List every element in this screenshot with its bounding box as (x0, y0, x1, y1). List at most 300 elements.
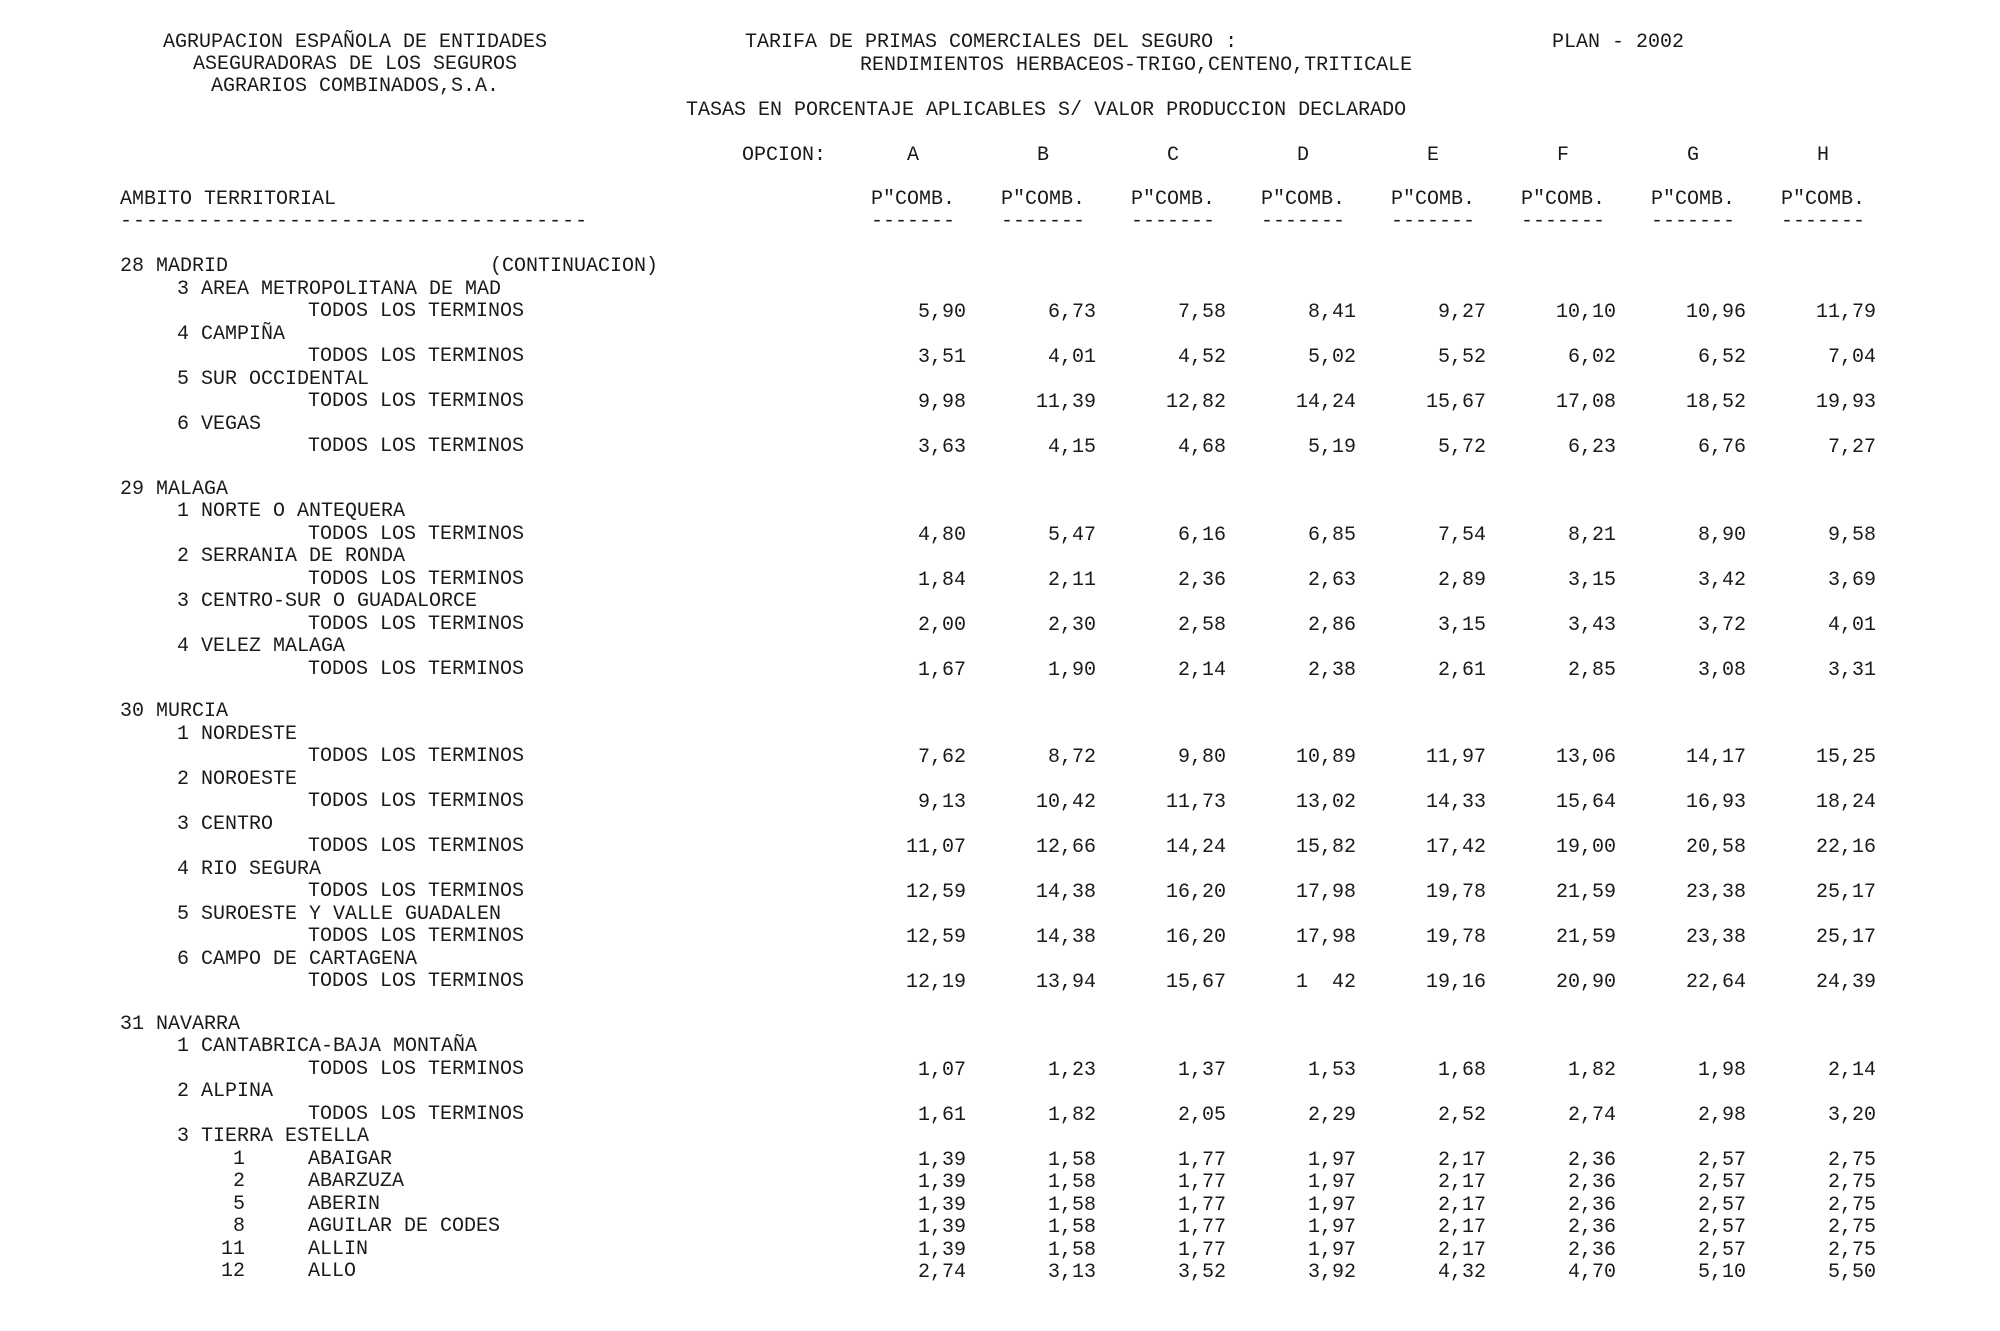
rate-value-b: 13,94 (1035, 971, 1096, 994)
municipality-row (0, 1239, 2000, 1262)
rate-value-c: 6,16 (1177, 523, 1226, 547)
rate-value-a: 7,62 (917, 746, 966, 769)
column-header-e: P"COMB. (1390, 188, 1475, 211)
rate-value-e: 2,17 (1437, 1171, 1486, 1194)
rate-value-h: 3,69 (1827, 568, 1876, 592)
rate-value-g: 2,57 (1697, 1171, 1746, 1194)
rate-value-d: 10,89 (1295, 746, 1356, 769)
rate-value-f: 6,02 (1567, 346, 1616, 369)
rate-value-b: 8,72 (1047, 746, 1096, 769)
municipality-code: 8 (232, 1215, 245, 1238)
rate-value-d: 6,85 (1307, 523, 1356, 547)
rate-value-c: 1,77 (1177, 1148, 1226, 1172)
municipality-code: 1 (232, 1147, 245, 1171)
rate-value-e: 4,32 (1437, 1261, 1486, 1284)
rate-value-d: 1,97 (1307, 1148, 1356, 1172)
rate-value-a: 9,98 (917, 391, 966, 414)
zone-name: 5 SUR OCCIDENTAL (177, 367, 370, 391)
column-divider-f: ------- (1520, 210, 1605, 233)
rate-value-b: 1,58 (1047, 1171, 1096, 1194)
company-line-1: AGRUPACION ESPAÑOLA DE ENTIDADES (162, 31, 548, 54)
zone-name: 3 CENTRO (177, 812, 274, 836)
province-row (0, 1014, 2000, 1037)
terms-label: TODOS LOS TERMINOS (308, 970, 525, 993)
rate-value-f: 2,36 (1567, 1171, 1616, 1194)
rate-value-b: 6,73 (1047, 301, 1096, 324)
ambito-territorial-header: AMBITO TERRITORIAL (120, 188, 337, 211)
opcion-label: OPCION: (742, 144, 827, 167)
terms-row (0, 391, 2000, 414)
rate-value-e: 1,68 (1437, 1058, 1486, 1082)
zone-name: 3 AREA METROPOLITANA DE MAD (177, 277, 502, 301)
rate-value-a: 1,07 (917, 1058, 966, 1082)
rate-value-e: 3,15 (1437, 613, 1486, 637)
rate-value-c: 4,68 (1177, 436, 1226, 459)
terms-label: TODOS LOS TERMINOS (308, 1102, 525, 1126)
terms-row (0, 436, 2000, 459)
column-letter-g: G (1686, 144, 1699, 167)
rate-value-h: 2,14 (1827, 1058, 1876, 1082)
rate-value-a: 11,07 (905, 836, 966, 859)
column-letter-b: B (1036, 144, 1049, 167)
rate-value-b: 14,38 (1035, 926, 1096, 949)
province-name: 30 MURCIA (120, 700, 229, 723)
terms-label: TODOS LOS TERMINOS (308, 345, 525, 368)
rate-value-a: 1,39 (917, 1148, 966, 1172)
municipality-row (0, 1216, 2000, 1239)
rate-value-d: 8,41 (1307, 301, 1356, 324)
zone-row (0, 949, 2000, 972)
terms-label: TODOS LOS TERMINOS (308, 835, 525, 858)
terms-label: TODOS LOS TERMINOS (308, 790, 525, 813)
rate-value-g: 16,93 (1685, 791, 1746, 814)
rate-value-b: 1,58 (1047, 1148, 1096, 1172)
column-header-d: P"COMB. (1260, 188, 1345, 211)
rates-note: TASAS EN PORCENTAJE APLICABLES S/ VALOR PRODUCCION DECLARADO (686, 99, 1407, 122)
province-row (0, 256, 2000, 279)
rate-value-a: 1,67 (917, 658, 966, 682)
rate-value-g: 1,98 (1697, 1058, 1746, 1082)
column-header-f: P"COMB. (1520, 188, 1605, 211)
zone-row (0, 1126, 2000, 1149)
zone-row (0, 1081, 2000, 1104)
rate-value-e: 17,42 (1425, 836, 1486, 859)
rate-value-d: 1,97 (1307, 1216, 1356, 1239)
terms-label: TODOS LOS TERMINOS (308, 522, 525, 546)
rate-value-f: 10,10 (1555, 301, 1616, 324)
municipality-row (0, 1149, 2000, 1172)
rate-value-f: 8,21 (1567, 523, 1616, 547)
province-name: 28 MADRID (120, 255, 229, 278)
rate-value-f: 6,23 (1567, 436, 1616, 459)
rate-value-g: 3,08 (1697, 658, 1746, 682)
rate-value-a: 3,51 (917, 346, 966, 369)
terms-label: TODOS LOS TERMINOS (308, 300, 525, 323)
rate-value-d: 2,29 (1307, 1103, 1356, 1127)
rate-value-c: 15,67 (1165, 971, 1226, 994)
rate-value-h: 22,16 (1815, 836, 1876, 859)
rate-value-e: 19,78 (1425, 926, 1486, 949)
terms-row (0, 791, 2000, 814)
rate-value-c: 14,24 (1165, 836, 1226, 859)
terms-label: TODOS LOS TERMINOS (308, 390, 525, 413)
rate-value-g: 2,57 (1697, 1193, 1746, 1217)
rate-value-b: 4,15 (1047, 436, 1096, 459)
rate-value-c: 2,05 (1177, 1103, 1226, 1127)
rate-value-a: 1,39 (917, 1216, 966, 1239)
municipality-name: ABAIGAR (308, 1147, 393, 1171)
rate-value-b: 1,58 (1047, 1216, 1096, 1239)
rate-value-f: 4,70 (1567, 1261, 1616, 1284)
municipality-row (0, 1171, 2000, 1194)
zone-name: 1 NORTE O ANTEQUERA (177, 500, 406, 523)
municipality-code: 5 (232, 1192, 245, 1216)
rate-value-f: 17,08 (1555, 391, 1616, 414)
terms-row (0, 926, 2000, 949)
zone-row (0, 591, 2000, 614)
rate-value-b: 2,30 (1047, 613, 1096, 637)
terms-label: TODOS LOS TERMINOS (308, 880, 525, 903)
rate-value-a: 4,80 (917, 523, 966, 547)
rate-value-d: 15,82 (1295, 836, 1356, 859)
terms-label: TODOS LOS TERMINOS (308, 657, 525, 681)
rate-value-f: 2,36 (1567, 1216, 1616, 1239)
zone-row (0, 636, 2000, 659)
rate-value-g: 23,38 (1685, 926, 1746, 949)
rate-value-g: 18,52 (1685, 391, 1746, 414)
municipality-name: ABERIN (308, 1192, 381, 1216)
rate-value-f: 13,06 (1555, 746, 1616, 769)
company-line-2: ASEGURADORAS DE LOS SEGUROS (192, 53, 518, 76)
continuation-note: (CONTINUACION) (490, 255, 659, 278)
zone-row (0, 414, 2000, 437)
rate-value-c: 16,20 (1165, 926, 1226, 949)
rate-value-c: 11,73 (1165, 791, 1226, 814)
terms-row (0, 1104, 2000, 1127)
rate-value-h: 2,75 (1827, 1238, 1876, 1262)
rate-value-c: 9,80 (1177, 746, 1226, 769)
zone-name: 4 RIO SEGURA (177, 857, 322, 881)
rate-value-a: 12,59 (905, 881, 966, 904)
zone-row (0, 904, 2000, 927)
terms-row (0, 881, 2000, 904)
plan-label: PLAN - 2002 (1552, 31, 1685, 54)
rate-value-a: 1,61 (917, 1103, 966, 1127)
rate-value-a: 12,19 (905, 971, 966, 994)
rate-value-b: 1,23 (1047, 1058, 1096, 1082)
municipality-code: 12 (220, 1260, 245, 1283)
rate-value-g: 2,57 (1697, 1148, 1746, 1172)
rate-value-g: 14,17 (1685, 746, 1746, 769)
rate-value-b: 3,13 (1047, 1261, 1096, 1284)
rate-value-b: 4,01 (1047, 346, 1096, 369)
rate-value-f: 3,43 (1567, 613, 1616, 637)
rate-value-e: 15,67 (1425, 391, 1486, 414)
rate-value-c: 7,58 (1177, 301, 1226, 324)
terms-label: TODOS LOS TERMINOS (308, 1057, 525, 1081)
rate-value-h: 7,27 (1827, 436, 1876, 459)
rate-value-h: 11,79 (1815, 301, 1876, 324)
rate-value-d: 1,97 (1307, 1193, 1356, 1217)
province-row (0, 479, 2000, 502)
column-header-c: P"COMB. (1130, 188, 1215, 211)
zone-row (0, 546, 2000, 569)
column-header-g: P"COMB. (1650, 188, 1735, 211)
municipality-code: 11 (220, 1237, 245, 1261)
rate-value-h: 2,75 (1827, 1216, 1876, 1239)
rate-value-g: 3,72 (1697, 613, 1746, 637)
column-divider-d: ------- (1260, 210, 1345, 233)
rate-value-e: 2,17 (1437, 1238, 1486, 1262)
column-letter-h: H (1816, 144, 1829, 167)
rate-value-f: 3,15 (1567, 568, 1616, 592)
zone-row (0, 724, 2000, 747)
column-divider-g: ------- (1650, 210, 1735, 233)
rate-value-c: 16,20 (1165, 881, 1226, 904)
rate-value-a: 12,59 (905, 926, 966, 949)
terms-label: TODOS LOS TERMINOS (308, 925, 525, 948)
zone-row (0, 859, 2000, 882)
rate-value-d: 17,98 (1295, 926, 1356, 949)
zone-name: 5 SUROESTE Y VALLE GUADALEN (177, 902, 502, 926)
zone-row (0, 769, 2000, 792)
rate-value-c: 4,52 (1177, 346, 1226, 369)
rate-value-e: 2,61 (1437, 658, 1486, 682)
rate-value-h: 3,31 (1827, 658, 1876, 682)
zone-name: 6 VEGAS (177, 412, 262, 436)
rate-value-d: 17,98 (1295, 881, 1356, 904)
rate-value-f: 2,85 (1567, 658, 1616, 682)
rate-value-d: 2,38 (1307, 658, 1356, 682)
zone-row (0, 324, 2000, 347)
company-name (120, 32, 590, 98)
rate-value-h: 2,75 (1827, 1193, 1876, 1217)
rate-value-c: 2,36 (1177, 568, 1226, 592)
rate-value-f: 20,90 (1555, 971, 1616, 994)
rate-value-g: 5,10 (1697, 1261, 1746, 1284)
municipality-code: 2 (232, 1170, 245, 1193)
rate-value-d: 2,86 (1307, 613, 1356, 637)
column-letter-c: C (1166, 144, 1179, 167)
municipality-name: ABARZUZA (308, 1170, 405, 1193)
column-letter-f: F (1556, 144, 1569, 167)
rate-value-e: 11,97 (1425, 746, 1486, 769)
rate-value-c: 1,77 (1177, 1216, 1226, 1239)
terms-row (0, 746, 2000, 769)
rate-value-h: 4,01 (1827, 613, 1876, 637)
rate-value-b: 1,58 (1047, 1238, 1096, 1262)
province-name: 29 MALAGA (120, 477, 229, 501)
rate-value-f: 21,59 (1555, 881, 1616, 904)
rate-value-c: 3,52 (1177, 1261, 1226, 1284)
rate-value-a: 2,00 (917, 613, 966, 637)
rate-value-g: 6,76 (1697, 436, 1746, 459)
rate-value-h: 5,50 (1827, 1261, 1876, 1284)
document-subtitle: RENDIMIENTOS HERBACEOS-TRIGO,CENTENO,TRITICALE (860, 54, 1413, 77)
column-divider-a: ------- (870, 210, 955, 233)
rate-value-a: 3,63 (917, 436, 966, 459)
rate-value-f: 1,82 (1567, 1058, 1616, 1082)
rate-value-f: 21,59 (1555, 926, 1616, 949)
rate-value-c: 1,77 (1177, 1171, 1226, 1194)
rate-value-h: 9,58 (1827, 523, 1876, 547)
terms-label: TODOS LOS TERMINOS (308, 612, 525, 636)
rate-value-h: 25,17 (1815, 881, 1876, 904)
rate-value-e: 2,17 (1437, 1193, 1486, 1217)
rate-value-b: 1,58 (1047, 1193, 1096, 1217)
rate-value-a: 2,74 (917, 1261, 966, 1284)
rate-value-e: 2,52 (1437, 1103, 1486, 1127)
rate-value-c: 1,37 (1177, 1058, 1226, 1082)
column-letter-d: D (1296, 144, 1309, 167)
rate-value-d: 3,92 (1307, 1261, 1356, 1284)
column-header-b: P"COMB. (1000, 188, 1085, 211)
terms-label: TODOS LOS TERMINOS (308, 745, 525, 768)
zone-name: 3 TIERRA ESTELLA (177, 1125, 370, 1148)
column-divider-e: ------- (1390, 210, 1475, 233)
rate-value-e: 2,89 (1437, 568, 1486, 592)
rate-value-e: 5,52 (1437, 346, 1486, 369)
rate-value-d: 14,24 (1295, 391, 1356, 414)
rate-value-h: 24,39 (1815, 971, 1876, 994)
ambito-divider: ------------------------------------ (120, 210, 589, 233)
municipality-name: ALLO (308, 1260, 357, 1283)
rate-value-h: 25,17 (1815, 926, 1876, 949)
zone-name: 2 ALPINA (177, 1080, 274, 1103)
rate-value-a: 1,39 (917, 1193, 966, 1217)
rate-value-e: 19,78 (1425, 881, 1486, 904)
rate-value-a: 1,39 (917, 1171, 966, 1194)
rate-value-b: 5,47 (1047, 523, 1096, 547)
zone-row (0, 279, 2000, 302)
rate-value-e: 7,54 (1437, 523, 1486, 547)
terms-row (0, 301, 2000, 324)
column-divider-h: ------- (1780, 210, 1865, 233)
rate-value-g: 23,38 (1685, 881, 1746, 904)
rate-value-b: 1,90 (1047, 658, 1096, 682)
rate-value-e: 19,16 (1425, 971, 1486, 994)
rate-value-h: 19,93 (1815, 391, 1876, 414)
rate-value-d: 13,02 (1295, 791, 1356, 814)
rate-value-a: 1,39 (917, 1238, 966, 1262)
rate-value-g: 2,98 (1697, 1103, 1746, 1127)
column-letter-a: A (906, 144, 919, 167)
rate-value-c: 1,77 (1177, 1238, 1226, 1262)
municipality-row (0, 1261, 2000, 1284)
rate-value-e: 14,33 (1425, 791, 1486, 814)
rate-value-c: 12,82 (1165, 391, 1226, 414)
rate-value-b: 14,38 (1035, 881, 1096, 904)
rate-value-h: 15,25 (1815, 746, 1876, 769)
rate-value-h: 18,24 (1815, 791, 1876, 814)
rate-value-d: 1 42 (1295, 971, 1356, 994)
terms-row (0, 614, 2000, 637)
province-name: 31 NAVARRA (120, 1012, 241, 1036)
zone-row (0, 369, 2000, 392)
tariff-table (0, 256, 2000, 1284)
rate-value-e: 5,72 (1437, 436, 1486, 459)
document-title: TARIFA DE PRIMAS COMERCIALES DEL SEGURO : (745, 31, 1238, 54)
rate-value-d: 2,63 (1307, 568, 1356, 592)
rate-value-b: 2,11 (1047, 568, 1096, 592)
rate-value-g: 2,57 (1697, 1216, 1746, 1239)
rate-value-b: 12,66 (1035, 836, 1096, 859)
zone-name: 2 NOROESTE (177, 767, 298, 791)
column-divider-b: ------- (1000, 210, 1085, 233)
terms-row (0, 659, 2000, 682)
rate-value-g: 3,42 (1697, 568, 1746, 592)
rate-value-c: 2,58 (1177, 613, 1226, 637)
rate-value-g: 8,90 (1697, 523, 1746, 547)
rate-value-f: 2,36 (1567, 1193, 1616, 1217)
rate-value-d: 1,53 (1307, 1058, 1356, 1082)
rate-value-e: 9,27 (1437, 301, 1486, 324)
rate-value-h: 7,04 (1827, 346, 1876, 369)
column-divider-c: ------- (1130, 210, 1215, 233)
municipality-name: ALLIN (308, 1237, 369, 1261)
rate-value-h: 3,20 (1827, 1103, 1876, 1127)
rate-value-c: 2,14 (1177, 658, 1226, 682)
company-line-3: AGRARIOS COMBINADOS,S.A. (210, 75, 500, 98)
zone-name: 2 SERRANIA DE RONDA (177, 545, 406, 568)
rate-value-g: 10,96 (1685, 301, 1746, 324)
column-header-a: P"COMB. (870, 188, 955, 211)
rate-value-f: 2,36 (1567, 1148, 1616, 1172)
column-header-h: P"COMB. (1780, 188, 1865, 211)
zone-row (0, 1036, 2000, 1059)
rate-value-e: 2,17 (1437, 1148, 1486, 1172)
zone-name: 4 CAMPIÑA (177, 322, 286, 346)
rate-value-g: 2,57 (1697, 1238, 1746, 1262)
terms-row (0, 1059, 2000, 1082)
terms-row (0, 346, 2000, 369)
rate-value-d: 1,97 (1307, 1171, 1356, 1194)
municipality-row (0, 1194, 2000, 1217)
rate-value-f: 2,74 (1567, 1103, 1616, 1127)
rate-value-g: 20,58 (1685, 836, 1746, 859)
rate-value-c: 1,77 (1177, 1193, 1226, 1217)
zone-name: 4 VELEZ MALAGA (177, 635, 346, 658)
rate-value-g: 6,52 (1697, 346, 1746, 369)
zone-row (0, 501, 2000, 524)
rate-value-a: 5,90 (917, 301, 966, 324)
terms-label: TODOS LOS TERMINOS (308, 567, 525, 591)
zone-name: 3 CENTRO-SUR O GUADALORCE (177, 590, 478, 613)
rate-value-f: 2,36 (1567, 1238, 1616, 1262)
rate-value-d: 5,02 (1307, 346, 1356, 369)
terms-row (0, 836, 2000, 859)
rate-value-h: 2,75 (1827, 1148, 1876, 1172)
rate-value-d: 5,19 (1307, 436, 1356, 459)
rate-value-b: 1,82 (1047, 1103, 1096, 1127)
rate-value-e: 2,17 (1437, 1216, 1486, 1239)
terms-row (0, 524, 2000, 547)
rate-value-b: 10,42 (1035, 791, 1096, 814)
terms-row (0, 971, 2000, 994)
zone-name: 1 NORDESTE (177, 722, 298, 746)
zone-name: 1 CANTABRICA-BAJA MONTAÑA (177, 1035, 478, 1058)
rate-value-h: 2,75 (1827, 1171, 1876, 1194)
rate-value-a: 9,13 (917, 791, 966, 814)
zone-row (0, 814, 2000, 837)
zone-name: 6 CAMPO DE CARTAGENA (177, 947, 418, 971)
province-row (0, 701, 2000, 724)
terms-row (0, 569, 2000, 592)
rate-value-b: 11,39 (1035, 391, 1096, 414)
rate-value-a: 1,84 (917, 568, 966, 592)
municipality-name: AGUILAR DE CODES (308, 1215, 501, 1238)
terms-label: TODOS LOS TERMINOS (308, 435, 525, 458)
